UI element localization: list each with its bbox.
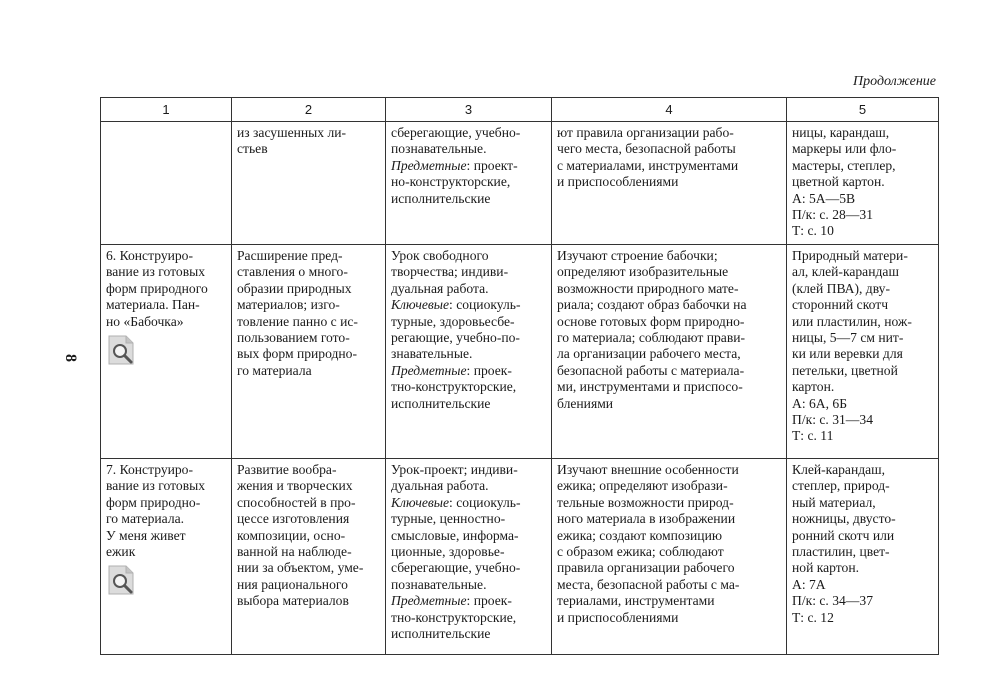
materials-line: мастеры, степлер, [792,157,896,173]
continuation-label: Продолжение [853,74,936,89]
lesson-title-line: но «Бабочка» [106,313,184,329]
materials-line: ницы, 5—7 см нит- [792,330,904,346]
materials-line: петельки, цветной [792,362,898,378]
materials-line: П/к: с. 34—37 [792,593,873,609]
lesson-type-line: тно-конструкторские, [391,609,517,625]
lesson-title-line: ежик [106,544,136,560]
lesson-type-line: ционные, здоровье- [391,544,505,560]
cell-lesson-title [101,122,232,245]
materials-line: Природный матери- [792,248,908,263]
lesson-type-line: познавательные. [391,576,487,592]
goals-line: стьев [237,141,268,157]
table-row [101,459,939,655]
goals-line: цессе изготовления [237,511,350,527]
lesson-plan-table [100,97,939,655]
lesson-type-line: турные, здоровьесбе- [391,313,515,329]
lesson-type-line: Ключевые: социокуль- [391,297,521,313]
header-row [101,98,939,122]
goals-line: жения и творческих [237,478,353,494]
materials-line: ронний скотч или [792,527,895,543]
lesson-type-line: Ключевые: социокуль- [391,494,521,510]
activities-line: ежика; определяют изобрази- [557,478,728,494]
header-cell-2: 2 [232,98,386,122]
goals-line: Расширение пред- [237,248,343,263]
goals-line: пользованием гото- [237,330,350,346]
cell-goals [232,459,386,655]
cell-goals [232,245,386,459]
lesson-title-line: форм природно- [106,494,201,510]
cell-lesson-title [101,245,232,459]
goals-line: Развитие вообра- [237,462,337,477]
activities-line: с материалами, инструментами [557,157,739,173]
lesson-title-line: материала. Пан- [106,297,200,313]
activities-line: риала; создают образ бабочки на [557,297,747,313]
materials-line: картон. [792,379,835,395]
lesson-type-line: тно-конструкторские, [391,379,517,395]
goals-line: ванной на наблюде- [237,544,352,560]
cell-lesson-type [386,122,552,245]
materials-line: Т: с. 12 [792,609,834,625]
lesson-type-line: Урок-проект; индиви- [391,462,518,477]
materials-line: ки или веревки для [792,346,903,362]
lesson-type-line: исполнительские [391,190,491,206]
activities-line: безопасной работы с материала- [557,362,745,378]
lesson-type-line: Предметные: проект- [391,157,518,173]
cell-lesson-type [386,459,552,655]
lesson-title-line: вание из готовых [106,478,206,494]
materials-line: П/к: с. 31—34 [792,412,873,428]
lesson-type-line: турные, ценностно- [391,511,506,527]
materials-line: ножницы, двусто- [792,511,896,527]
activities-line: Изучают внешние особенности [557,462,739,477]
goals-line: композиции, осно- [237,527,346,543]
zoom-magnifier-icon[interactable] [106,564,138,596]
goals-line: го материала [237,362,312,378]
header-cell-1: 1 [101,98,232,122]
cell-lesson-type [386,245,552,459]
lesson-type-line: творчества; индиви- [391,264,509,280]
header-cell-4: 4 [552,98,787,122]
activities-line: возможности природного мате- [557,280,739,296]
zoom-magnifier-icon[interactable] [106,334,138,366]
activities-line: ного материала в изображении [557,511,736,527]
lesson-type-line: Предметные: проек- [391,593,512,609]
activities-line: блениями [557,395,614,411]
lesson-type-line: регающие, учебно-по- [391,330,520,346]
materials-line: Клей-карандаш, [792,462,886,477]
activities-line: тельные возможности природ- [557,494,734,510]
materials-line: цветной картон. [792,174,885,190]
lesson-title-line: 6. Конструиро- [106,248,194,263]
activities-line: с образом ежика; соблюдают [557,544,724,560]
materials-line: А: 7А [792,576,826,592]
goals-line: способностей в про- [237,494,356,510]
goals-line: нии за объектом, уме- [237,560,364,576]
goals-line: вых форм природно- [237,346,358,362]
header-cell-5: 5 [787,98,939,122]
materials-line: маркеры или фло- [792,141,897,157]
lesson-type-line: сберегающие, учебно- [391,125,521,140]
goals-line: материалов; изго- [237,297,340,313]
lesson-title-line: 7. Конструиро- [106,462,194,477]
lesson-type-line: сберегающие, учебно- [391,560,521,576]
lesson-type-line: дуальная работа. [391,280,489,296]
cell-activities [552,122,787,245]
cell-materials [787,459,939,655]
page-number: 8 [62,354,79,362]
activities-line: Изучают строение бабочки; [557,248,718,263]
lesson-type-line: исполнительские [391,395,491,411]
activities-line: ют правила организации рабо- [557,125,734,140]
lesson-type-line: но-конструкторские, [391,174,511,190]
activities-line: места, безопасной работы с ма- [557,576,740,592]
goals-line: ния рационального [237,576,348,592]
goals-line: выбора материалов [237,593,349,609]
materials-line: или пластилин, нож- [792,313,912,329]
activities-line: го материала; соблюдают прави- [557,330,746,346]
cell-materials [787,122,939,245]
activities-line: основе готовых форм природно- [557,313,745,329]
materials-line: ал, клей-карандаш [792,264,899,280]
materials-line: сторонний скотч [792,297,889,313]
cell-activities [552,245,787,459]
activities-line: ми, инструментами и приспосо- [557,379,743,395]
lesson-type-line: смысловые, информа- [391,527,519,543]
cell-materials [787,245,939,459]
goals-line: ставления о много- [237,264,348,280]
header-cell-3: 3 [386,98,552,122]
materials-line: степлер, природ- [792,478,890,494]
materials-line: А: 6А, 6Б [792,395,848,411]
lesson-type-line: исполнительские [391,626,491,642]
activities-line: и приспособлениями [557,174,679,190]
lesson-title-line: го материала. [106,511,185,527]
activities-line: чего места, безопасной работы [557,141,736,157]
lesson-title-line: форм природного [106,280,208,296]
lesson-type-line: Урок свободного [391,248,489,263]
cell-lesson-title [101,459,232,655]
table-row [101,122,939,245]
lesson-type-line: знавательные. [391,346,473,362]
lesson-type-line: познавательные. [391,141,487,157]
materials-line: ной картон. [792,560,860,576]
activities-line: териалами, инструментами [557,593,715,609]
goals-line: из засушенных ли- [237,125,347,140]
materials-line: Т: с. 11 [792,428,834,444]
materials-line: П/к: с. 28—31 [792,207,873,223]
activities-line: определяют изобразительные [557,264,729,280]
cell-activities [552,459,787,655]
lesson-title-line: У меня живет [106,527,186,543]
lesson-type-line: Предметные: проек- [391,362,512,378]
lesson-title-line: вание из готовых [106,264,206,280]
materials-line: Т: с. 10 [792,223,834,239]
goals-line: образии природных [237,280,352,296]
cell-goals [232,122,386,245]
materials-line: (клей ПВА), дву- [792,280,890,296]
table-row [101,245,939,459]
activities-line: ежика; создают композицию [557,527,723,543]
activities-line: и приспособлениями [557,609,679,625]
materials-line: ный материал, [792,494,876,510]
activities-line: ла организации рабочего места, [557,346,741,362]
materials-line: ницы, карандаш, [792,125,890,140]
activities-line: правила организации рабочего [557,560,735,576]
lesson-type-line: дуальная работа. [391,478,489,494]
goals-line: товление панно с ис- [237,313,358,329]
materials-line: пластилин, цвет- [792,544,890,560]
materials-line: А: 5А—5В [792,190,856,206]
